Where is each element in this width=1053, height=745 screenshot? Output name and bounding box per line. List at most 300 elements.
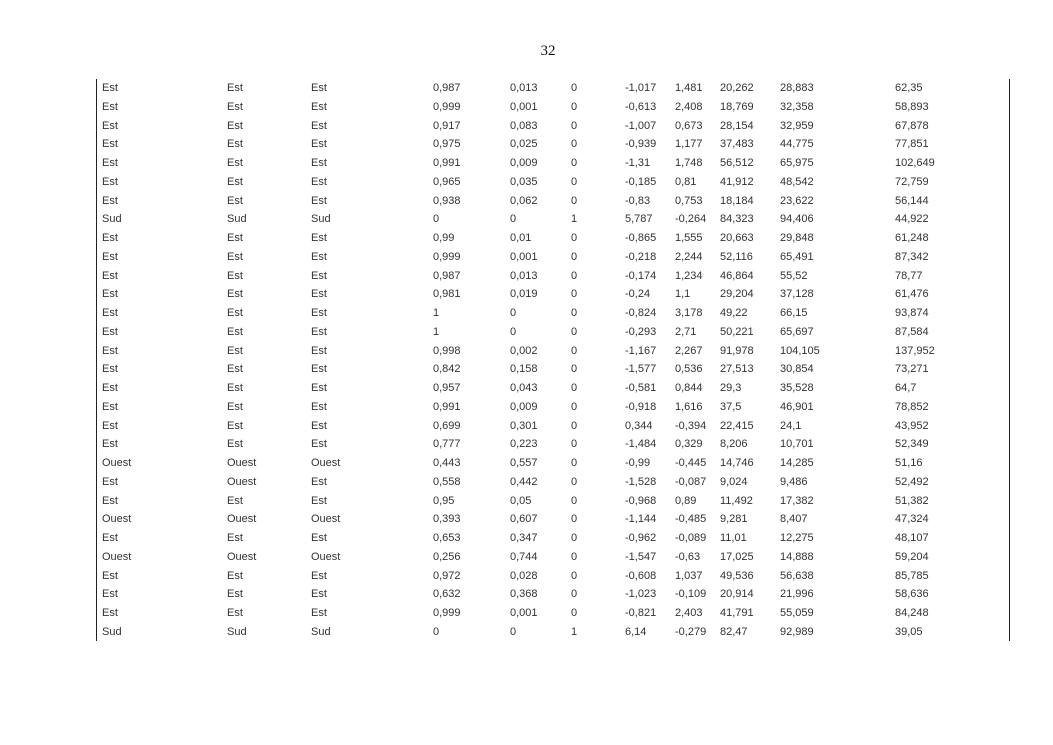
table-cell: 37,483 bbox=[720, 138, 754, 151]
table-cell: 6,14 bbox=[625, 625, 647, 638]
table-cell: 102,649 bbox=[895, 157, 935, 169]
table-cell: 0,368 bbox=[510, 588, 538, 601]
table-cell: 11,492 bbox=[720, 494, 753, 507]
table-cell: 0,536 bbox=[675, 363, 703, 376]
table-cell: 0,777 bbox=[433, 438, 461, 451]
table-cell: 1 bbox=[433, 307, 440, 319]
table-cell: 30,854 bbox=[780, 363, 814, 376]
table-row bbox=[97, 398, 1009, 417]
table-cell: 0,443 bbox=[433, 457, 461, 469]
table-cell: 0 bbox=[571, 232, 578, 244]
table-cell: 52,492 bbox=[895, 475, 929, 488]
table-cell: 0 bbox=[510, 325, 517, 338]
table-cell: Est bbox=[227, 588, 243, 601]
table-cell: 0 bbox=[571, 344, 578, 357]
table-cell: Est bbox=[102, 532, 118, 544]
table-cell: -0,24 bbox=[625, 288, 651, 301]
table-cell: 51,382 bbox=[895, 494, 929, 507]
table-cell: 0,002 bbox=[510, 344, 538, 357]
table-cell: 41,912 bbox=[720, 175, 754, 188]
table-cell: Est bbox=[311, 175, 327, 188]
table-cell: Ouest bbox=[227, 513, 257, 526]
table-cell: Ouest bbox=[102, 513, 132, 526]
table-cell: -0,608 bbox=[625, 569, 657, 582]
table-cell: 20,262 bbox=[720, 82, 754, 94]
table-cell: 2,71 bbox=[675, 325, 697, 338]
table-cell: Est bbox=[311, 325, 327, 338]
table-cell: Est bbox=[227, 325, 243, 338]
table-cell: 49,22 bbox=[720, 307, 748, 319]
table-cell: 65,697 bbox=[780, 325, 814, 338]
table-cell: Est bbox=[311, 588, 327, 601]
table-cell: 1,1 bbox=[675, 288, 691, 301]
table-cell: 18,769 bbox=[720, 100, 754, 113]
table-cell: 48,542 bbox=[780, 175, 814, 188]
table-cell: 0,81 bbox=[675, 175, 697, 188]
table-cell: -0,279 bbox=[675, 625, 707, 638]
table-cell: Est bbox=[227, 157, 243, 169]
table-cell: Est bbox=[102, 100, 118, 113]
table-cell: Est bbox=[102, 138, 118, 151]
table-row bbox=[97, 435, 1009, 454]
table-cell: 0,329 bbox=[675, 438, 703, 451]
table-cell: 0,975 bbox=[433, 138, 461, 151]
table-cell: Est bbox=[311, 138, 327, 151]
table-cell: Est bbox=[227, 175, 243, 188]
table-row bbox=[97, 173, 1009, 192]
table-cell: Ouest bbox=[227, 457, 257, 469]
table-cell: 72,759 bbox=[895, 175, 929, 188]
table-cell: 1,748 bbox=[675, 157, 703, 169]
table-cell: 47,324 bbox=[895, 513, 929, 526]
table-row bbox=[97, 360, 1009, 379]
table-cell: 20,914 bbox=[720, 588, 754, 601]
table-cell: 67,878 bbox=[895, 119, 929, 132]
table-cell: Est bbox=[102, 494, 118, 507]
table-cell: Sud bbox=[311, 213, 331, 226]
table-cell: 0 bbox=[571, 588, 578, 601]
table-cell: 0,158 bbox=[510, 363, 538, 376]
table-cell: 10,701 bbox=[780, 438, 814, 451]
table-cell: -0,918 bbox=[625, 400, 657, 413]
table-cell: 2,408 bbox=[675, 100, 703, 113]
table-cell: 0,917 bbox=[433, 119, 461, 132]
table-cell: Ouest bbox=[311, 513, 341, 526]
table-cell: 41,791 bbox=[720, 607, 754, 619]
table-cell: 0,001 bbox=[510, 100, 538, 113]
table-cell: Ouest bbox=[227, 475, 257, 488]
table-cell: Est bbox=[311, 194, 327, 207]
table-cell: Est bbox=[102, 382, 118, 394]
table-cell: 14,746 bbox=[720, 457, 754, 469]
table-cell: Est bbox=[102, 232, 118, 244]
table-cell: 0 bbox=[571, 194, 578, 207]
table-cell: 9,486 bbox=[780, 475, 808, 488]
table-cell: 22,415 bbox=[720, 419, 754, 432]
table-cell: 0,95 bbox=[433, 494, 455, 507]
table-cell: 0,013 bbox=[510, 82, 538, 94]
table-cell: Est bbox=[227, 363, 243, 376]
table-cell: 58,636 bbox=[895, 588, 929, 601]
table-cell: -1,144 bbox=[625, 513, 657, 526]
table-cell: 1,177 bbox=[675, 138, 703, 151]
table-cell: 0,019 bbox=[510, 288, 538, 301]
table-cell: -0,293 bbox=[625, 325, 657, 338]
table-cell: -0,968 bbox=[625, 494, 657, 507]
table-cell: 65,491 bbox=[780, 250, 814, 263]
table-cell: Sud bbox=[311, 625, 331, 638]
table-cell: 0,744 bbox=[510, 550, 538, 563]
table-row bbox=[97, 192, 1009, 211]
table-row bbox=[97, 548, 1009, 567]
table-cell: Est bbox=[102, 344, 118, 357]
table-row bbox=[97, 604, 1009, 623]
table-cell: Est bbox=[311, 288, 327, 301]
table-cell: 0,987 bbox=[433, 82, 461, 94]
table-cell: 37,128 bbox=[780, 288, 814, 301]
table-cell: 78,852 bbox=[895, 400, 929, 413]
table-cell: 35,528 bbox=[780, 382, 814, 394]
table-cell: 11,01 bbox=[720, 532, 747, 544]
table-row bbox=[97, 529, 1009, 548]
table-row bbox=[97, 492, 1009, 511]
table-cell: 0,009 bbox=[510, 157, 538, 169]
table-cell: 0,653 bbox=[433, 532, 461, 544]
table-cell: Est bbox=[102, 438, 118, 451]
table-cell: -1,167 bbox=[625, 344, 657, 357]
table-cell: 0,028 bbox=[510, 569, 538, 582]
table-cell: Est bbox=[102, 400, 118, 413]
table-cell: 66,15 bbox=[780, 307, 808, 319]
table-cell: 85,785 bbox=[895, 569, 929, 582]
table-cell: 0 bbox=[571, 175, 578, 188]
table-cell: 0 bbox=[571, 363, 578, 376]
table-row bbox=[97, 117, 1009, 136]
table-cell: 32,959 bbox=[780, 119, 814, 132]
table-cell: Est bbox=[227, 344, 243, 357]
table-cell: 23,622 bbox=[780, 194, 814, 207]
table-cell: Est bbox=[227, 138, 243, 151]
table-cell: -0,445 bbox=[675, 457, 707, 469]
table-cell: 0,009 bbox=[510, 400, 538, 413]
table-cell: -1,023 bbox=[625, 588, 657, 601]
table-cell: Est bbox=[102, 307, 118, 319]
table-cell: Est bbox=[227, 569, 243, 582]
table-cell: Est bbox=[311, 100, 327, 113]
table-cell: 56,638 bbox=[780, 569, 814, 582]
table-cell: 61,476 bbox=[895, 288, 929, 301]
table-row bbox=[97, 79, 1009, 98]
table-cell: 0,301 bbox=[510, 419, 538, 432]
table-cell: 0 bbox=[571, 382, 578, 394]
table-cell: 0,673 bbox=[675, 119, 703, 132]
table-row bbox=[97, 154, 1009, 173]
table-cell: -0,613 bbox=[625, 100, 657, 113]
table-cell: Est bbox=[311, 269, 327, 282]
table-cell: 1,481 bbox=[675, 82, 703, 94]
table-cell: 1,616 bbox=[675, 400, 703, 413]
table-cell: 0,001 bbox=[510, 607, 538, 619]
table-cell: 0 bbox=[510, 213, 517, 226]
table-cell: 0 bbox=[571, 550, 578, 563]
table-cell: 12,275 bbox=[780, 532, 814, 544]
table-cell: Est bbox=[311, 344, 327, 357]
table-cell: Est bbox=[311, 250, 327, 263]
table-cell: 37,5 bbox=[720, 400, 742, 413]
table-cell: -0,109 bbox=[675, 588, 707, 601]
table-cell: -0,824 bbox=[625, 307, 657, 319]
table-cell: 0,844 bbox=[675, 382, 703, 394]
table-cell: 29,848 bbox=[780, 232, 814, 244]
table-cell: 0,607 bbox=[510, 513, 538, 526]
table-cell: 29,3 bbox=[720, 382, 742, 394]
table-cell: 28,883 bbox=[780, 82, 814, 94]
table-cell: 1 bbox=[571, 625, 578, 638]
table-cell: Est bbox=[102, 607, 118, 619]
table-cell: -0,394 bbox=[675, 419, 707, 432]
table-cell: 94,406 bbox=[780, 213, 814, 226]
table-row bbox=[97, 323, 1009, 342]
table-cell: 73,271 bbox=[895, 363, 929, 376]
table-cell: 0,001 bbox=[510, 250, 538, 263]
table-cell: Est bbox=[227, 100, 243, 113]
table-row bbox=[97, 248, 1009, 267]
table-body bbox=[97, 79, 1009, 642]
table-cell: 0,632 bbox=[433, 588, 461, 601]
table-row bbox=[97, 135, 1009, 154]
table-cell: Sud bbox=[227, 213, 247, 226]
table-cell: -0,485 bbox=[675, 513, 707, 526]
table-cell: 1 bbox=[433, 325, 440, 338]
table-row bbox=[97, 623, 1009, 642]
table-cell: -1,484 bbox=[625, 438, 657, 451]
table-cell: Est bbox=[227, 494, 243, 507]
table-cell: 1,037 bbox=[675, 569, 703, 582]
table-cell: 0,013 bbox=[510, 269, 538, 282]
table-row bbox=[97, 267, 1009, 286]
table-cell: 9,281 bbox=[720, 513, 748, 526]
table-cell: Est bbox=[227, 119, 243, 132]
table-cell: Ouest bbox=[227, 550, 257, 563]
table-cell: Est bbox=[102, 119, 118, 132]
table-cell: Est bbox=[311, 307, 327, 319]
table-cell: -0,087 bbox=[675, 475, 707, 488]
table-row bbox=[97, 454, 1009, 473]
table-cell: Est bbox=[102, 569, 118, 582]
table-cell: 0 bbox=[571, 307, 578, 319]
data-table bbox=[96, 79, 1010, 641]
table-row bbox=[97, 304, 1009, 323]
table-cell: 1,234 bbox=[675, 269, 703, 282]
table-cell: 0,987 bbox=[433, 269, 461, 282]
table-cell: 82,47 bbox=[720, 625, 748, 638]
table-cell: -0,185 bbox=[625, 175, 657, 188]
table-cell: 58,893 bbox=[895, 100, 929, 113]
table-cell: 77,851 bbox=[895, 138, 929, 151]
table-cell: 52,349 bbox=[895, 438, 929, 451]
table-cell: 0,01 bbox=[510, 232, 532, 244]
table-cell: 0 bbox=[571, 325, 578, 338]
table-cell: 0 bbox=[571, 457, 578, 469]
table-cell: 0 bbox=[571, 569, 578, 582]
table-cell: 64,7 bbox=[895, 382, 917, 394]
table-cell: Est bbox=[102, 475, 118, 488]
table-cell: 0,083 bbox=[510, 119, 538, 132]
table-cell: Est bbox=[227, 82, 243, 94]
page-number: 32 bbox=[540, 43, 556, 59]
table-cell: 0 bbox=[571, 419, 578, 432]
table-cell: Est bbox=[227, 194, 243, 207]
table-cell: 0 bbox=[571, 438, 578, 451]
table-cell: Est bbox=[102, 288, 118, 301]
table-cell: -0,581 bbox=[625, 382, 657, 394]
table-cell: 137,952 bbox=[895, 344, 935, 357]
table-cell: Ouest bbox=[102, 550, 132, 563]
table-cell: Est bbox=[227, 438, 243, 451]
table-cell: 0,991 bbox=[433, 157, 461, 169]
table-cell: 44,775 bbox=[780, 138, 814, 151]
table-cell: Est bbox=[311, 232, 327, 244]
table-cell: 2,403 bbox=[675, 607, 703, 619]
table-cell: 87,584 bbox=[895, 325, 929, 338]
table-cell: 27,513 bbox=[720, 363, 754, 376]
table-cell: Est bbox=[227, 607, 243, 619]
table-cell: 0 bbox=[433, 213, 440, 226]
table-cell: 17,382 bbox=[780, 494, 814, 507]
table-cell: 0,999 bbox=[433, 250, 461, 263]
table-cell: -0,264 bbox=[675, 213, 707, 226]
table-cell: -0,83 bbox=[625, 194, 651, 207]
table-cell: 56,512 bbox=[720, 157, 754, 169]
table-cell: Est bbox=[227, 232, 243, 244]
table-cell: Est bbox=[102, 325, 118, 338]
table-cell: 0 bbox=[571, 532, 578, 544]
table-cell: 87,342 bbox=[895, 250, 929, 263]
table-cell: 8,407 bbox=[780, 513, 808, 526]
table-cell: 0,344 bbox=[625, 419, 653, 432]
table-row bbox=[97, 379, 1009, 398]
table-cell: -1,577 bbox=[625, 363, 657, 376]
table-row bbox=[97, 585, 1009, 604]
table-cell: 0 bbox=[571, 100, 578, 113]
table-cell: 0,256 bbox=[433, 550, 461, 563]
table-row bbox=[97, 98, 1009, 117]
table-cell: Est bbox=[102, 588, 118, 601]
table-cell: 0,999 bbox=[433, 607, 461, 619]
table-cell: 0,842 bbox=[433, 363, 461, 376]
table-cell: 84,323 bbox=[720, 213, 754, 226]
table-cell: 0,972 bbox=[433, 569, 461, 582]
table-cell: 0,89 bbox=[675, 494, 697, 507]
table-cell: 0,035 bbox=[510, 175, 538, 188]
table-cell: -0,939 bbox=[625, 138, 657, 151]
table-cell: 0 bbox=[571, 119, 578, 132]
table-cell: Sud bbox=[102, 213, 122, 226]
table-row bbox=[97, 210, 1009, 229]
table-cell: 0 bbox=[571, 494, 578, 507]
table-cell: -0,962 bbox=[625, 532, 657, 544]
table-cell: 8,206 bbox=[720, 438, 748, 451]
table-cell: 0,99 bbox=[433, 232, 455, 244]
table-cell: 28,154 bbox=[720, 119, 754, 132]
table-cell: 1 bbox=[571, 213, 578, 226]
table-cell: 49,536 bbox=[720, 569, 754, 582]
table-cell: 0,981 bbox=[433, 288, 461, 301]
table-cell: 20,663 bbox=[720, 232, 754, 244]
table-cell: 46,901 bbox=[780, 400, 814, 413]
table-cell: 0,991 bbox=[433, 400, 461, 413]
table-cell: Est bbox=[102, 175, 118, 188]
table-cell: 24,1 bbox=[780, 419, 802, 432]
table-cell: 65,975 bbox=[780, 157, 814, 169]
table-cell: 14,285 bbox=[780, 457, 814, 469]
table-cell: 0,442 bbox=[510, 475, 538, 488]
table-cell: 32,358 bbox=[780, 100, 814, 113]
table-cell: 104,105 bbox=[780, 344, 820, 357]
table-cell: 2,267 bbox=[675, 344, 703, 357]
table-cell: 1,555 bbox=[675, 232, 703, 244]
table-cell: 0 bbox=[571, 288, 578, 301]
table-cell: 93,874 bbox=[895, 307, 929, 319]
table-cell: Sud bbox=[227, 625, 247, 638]
table-row bbox=[97, 567, 1009, 586]
table-row bbox=[97, 510, 1009, 529]
table-cell: 0,347 bbox=[510, 532, 538, 544]
table-row bbox=[97, 342, 1009, 361]
table-row bbox=[97, 229, 1009, 248]
table-cell: Est bbox=[227, 400, 243, 413]
table-cell: Sud bbox=[102, 625, 122, 638]
table-cell: 18,184 bbox=[720, 194, 754, 207]
table-cell: 0 bbox=[510, 307, 517, 319]
table-cell: -1,31 bbox=[625, 157, 651, 169]
table-cell: Est bbox=[311, 475, 327, 488]
table-cell: 2,244 bbox=[675, 250, 703, 263]
table-cell: 44,922 bbox=[895, 213, 929, 226]
table-cell: Est bbox=[311, 363, 327, 376]
table-cell: 0 bbox=[571, 607, 578, 619]
table-cell: 46,864 bbox=[720, 269, 754, 282]
table-cell: 43,952 bbox=[895, 419, 929, 432]
table-cell: -1,547 bbox=[625, 550, 657, 563]
table-cell: Est bbox=[102, 82, 118, 94]
table-cell: 0,393 bbox=[433, 513, 461, 526]
table-cell: Ouest bbox=[311, 550, 341, 563]
table-cell: Est bbox=[102, 157, 118, 169]
table-cell: 61,248 bbox=[895, 232, 929, 244]
table-cell: Est bbox=[227, 532, 243, 544]
table-cell: Est bbox=[311, 494, 327, 507]
table-cell: 51,16 bbox=[895, 457, 923, 469]
table-cell: 55,059 bbox=[780, 607, 814, 619]
table-cell: -0,218 bbox=[625, 250, 657, 263]
table-cell: -1,528 bbox=[625, 475, 657, 488]
table-cell: 59,204 bbox=[895, 550, 929, 563]
table-cell: Est bbox=[311, 382, 327, 394]
table-cell: 17,025 bbox=[720, 550, 754, 563]
table-cell: 0,965 bbox=[433, 175, 461, 188]
table-cell: 0 bbox=[571, 157, 578, 169]
table-cell: Est bbox=[227, 250, 243, 263]
table-cell: Est bbox=[311, 607, 327, 619]
table-cell: 50,221 bbox=[720, 325, 754, 338]
table-cell: 0 bbox=[571, 138, 578, 151]
table-cell: Ouest bbox=[311, 457, 341, 469]
table-cell: Est bbox=[102, 269, 118, 282]
table-cell: 84,248 bbox=[895, 607, 929, 619]
table-cell: 3,178 bbox=[675, 307, 703, 319]
table-cell: 29,204 bbox=[720, 288, 754, 301]
